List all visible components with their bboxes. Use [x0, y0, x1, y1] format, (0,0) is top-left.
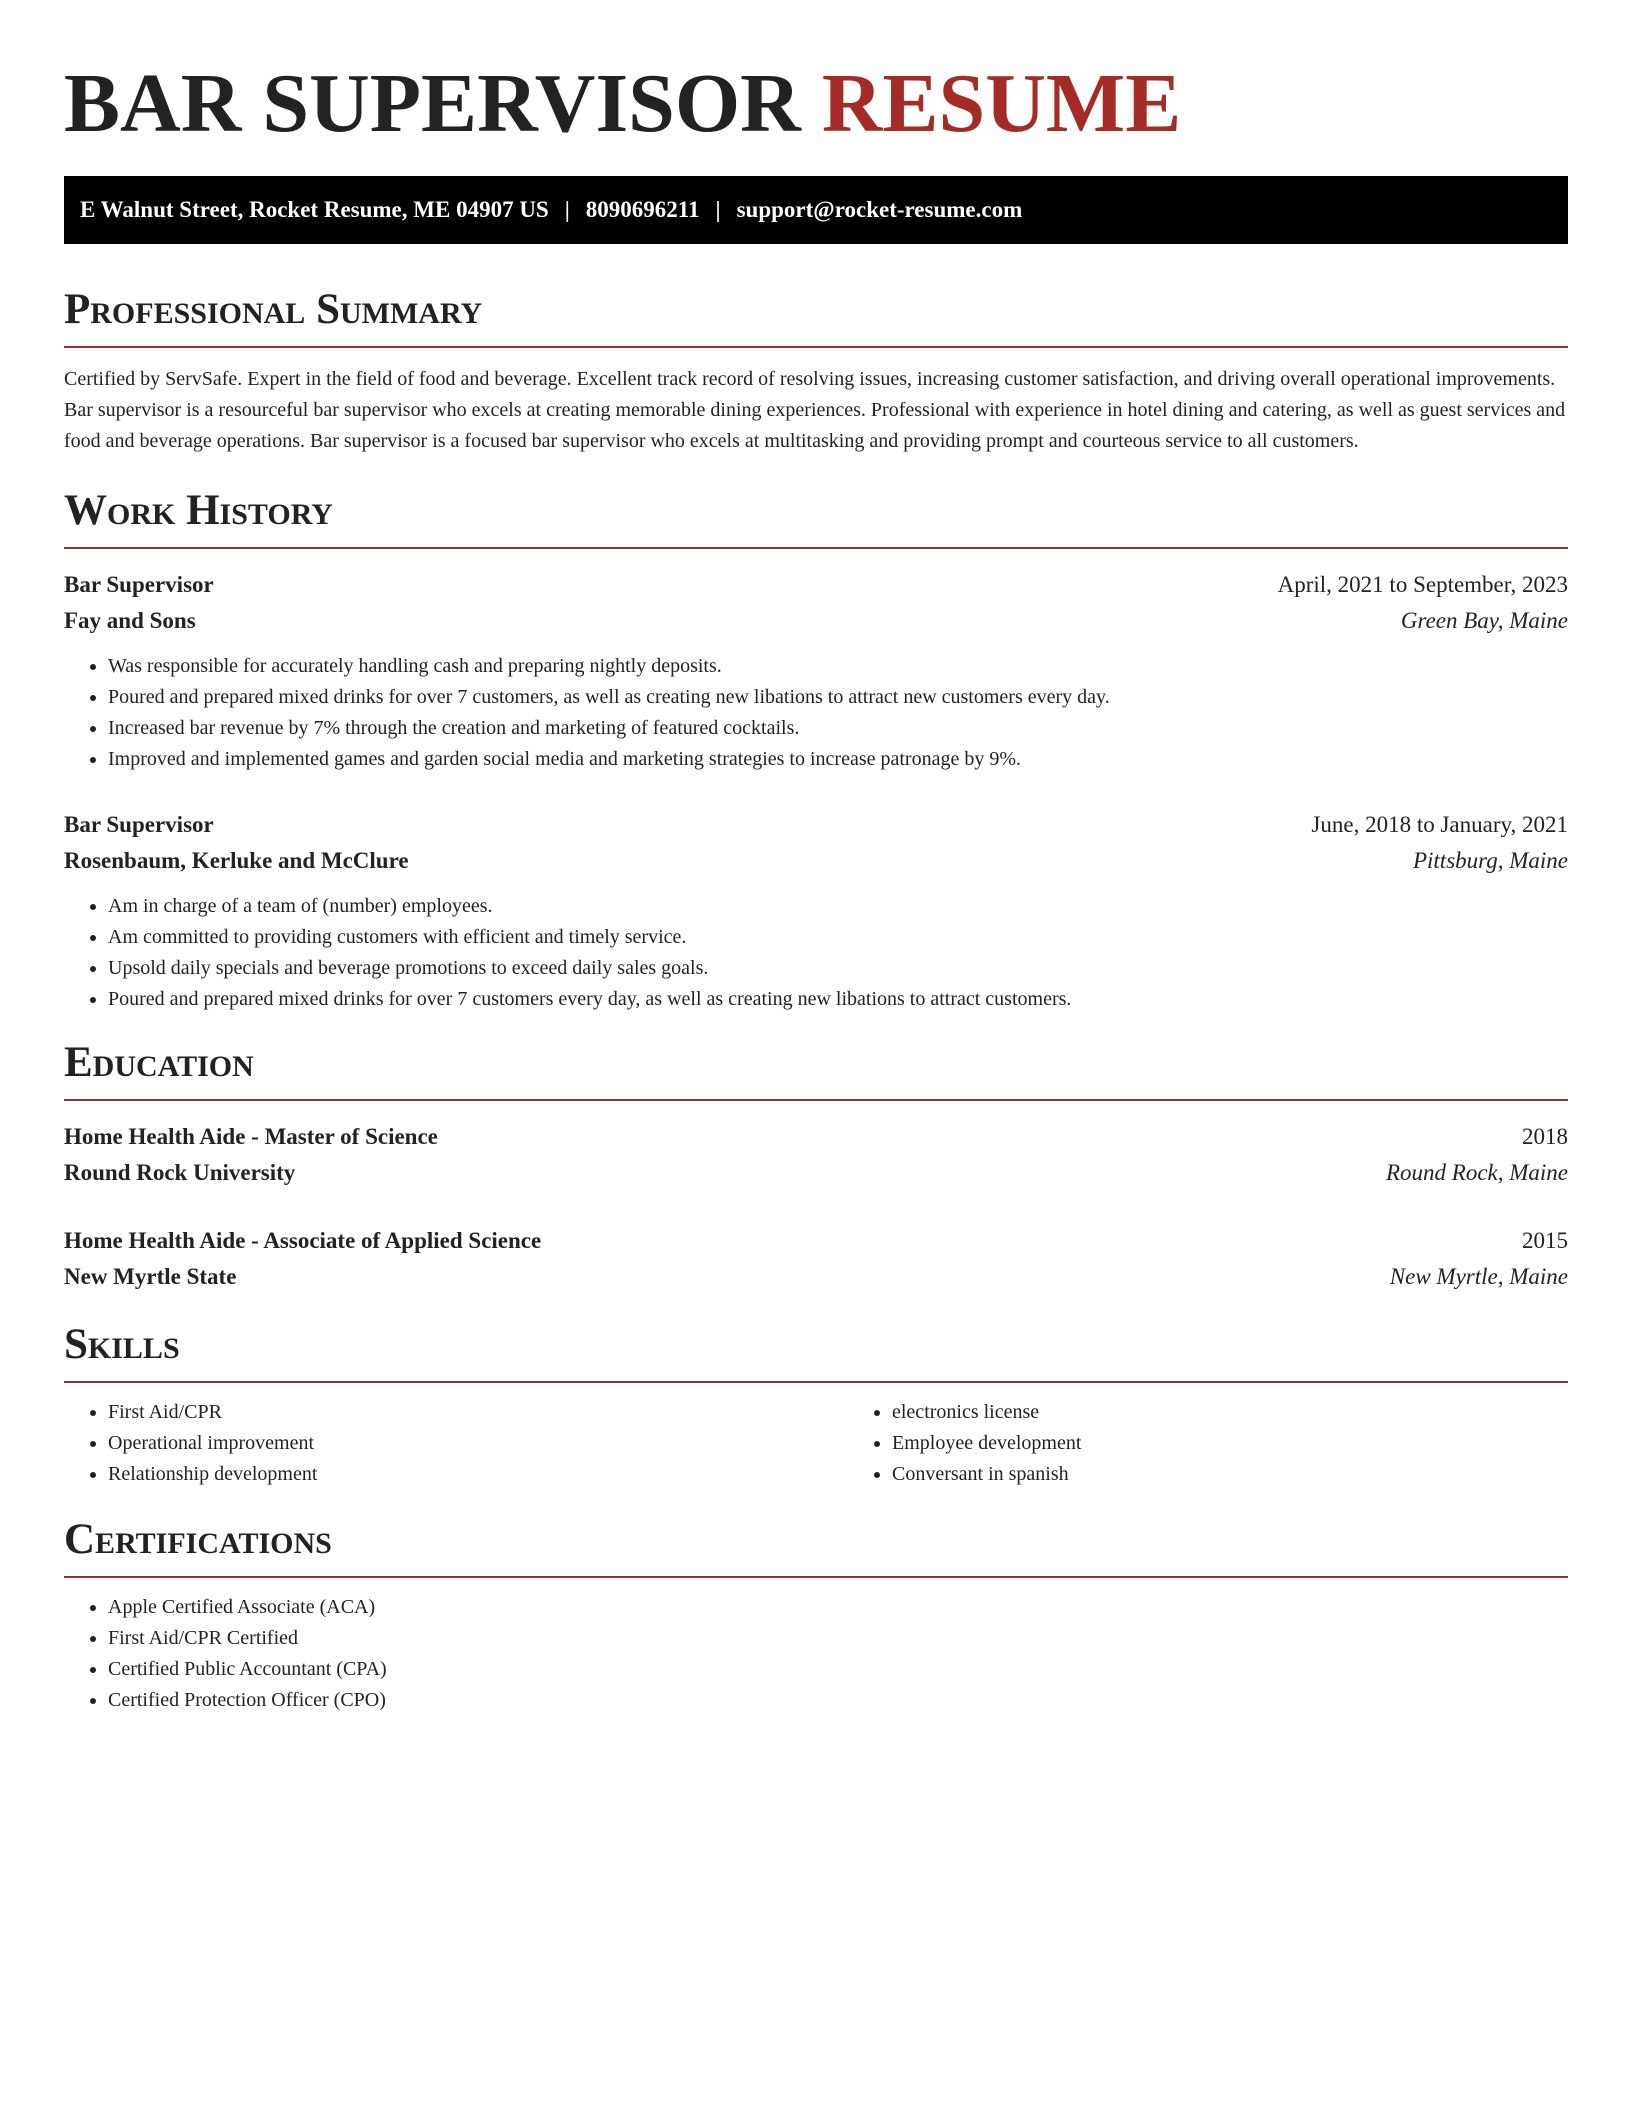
contact-email: support@rocket-resume.com: [736, 197, 1023, 222]
education-entry: [64, 1223, 1568, 1295]
school-row: [64, 1155, 1568, 1191]
degree-name: Home Health Aide - Associate of Applied Science: [64, 1228, 542, 1253]
title-main: BAR SUPERVISOR: [64, 57, 801, 150]
job-title: Bar Supervisor: [64, 812, 214, 837]
list-item: • Am in charge of a team of (number) employees.: [108, 891, 1568, 922]
summary-text: Certified by ServSafe. Expert in the field of food and beverage. Excellent track record of resolving issues, increasing customer satisfaction, and driving overall operational improvements. Bar supervisor is a resourceful bar supervisor who excels at creating memorable dining experiences. Professional with experience in hotel dining and catering, as well as guest services and food and beverage operations. Bar supervisor is a focused bar supervisor who excels at multitasking and providing prompt and courteous service to all customers.: [64, 368, 1566, 452]
list-item: • Operational improvement: [108, 1428, 848, 1459]
job-dates: April, 2021 to September, 2023: [1277, 572, 1568, 597]
degree-year: 2018: [1522, 1124, 1568, 1149]
job-entry: [64, 807, 1568, 1015]
job-dates: June, 2018 to January, 2021: [1311, 812, 1568, 837]
degree-row: [64, 1119, 1568, 1155]
skills-grid: [64, 1397, 1568, 1490]
title-accent: RESUME: [821, 57, 1182, 150]
list-item: • Certified Public Accountant (CPA): [108, 1654, 1568, 1685]
skills-column-1: [64, 1397, 848, 1490]
education-entry: [64, 1119, 1568, 1191]
list-item: • Am committed to providing customers with efficient and timely service.: [108, 922, 1568, 953]
list-item: • Employee development: [892, 1428, 1568, 1459]
skills-heading: Skills: [64, 1319, 1568, 1383]
list-item: • Increased bar revenue by 7% through the creation and marketing of featured cocktails.: [108, 713, 1568, 744]
summary-heading: Professional Summary: [64, 284, 1568, 348]
job-duties-list: [64, 891, 1568, 1015]
certifications-list: [64, 1592, 1568, 1716]
contact-separator: |: [715, 197, 721, 222]
skills-column-2: [848, 1397, 1568, 1490]
job-title: Bar Supervisor: [64, 572, 214, 597]
degree-name: Home Health Aide - Master of Science: [64, 1124, 438, 1149]
list-item: • Relationship development: [108, 1459, 848, 1490]
school-name: Round Rock University: [64, 1160, 296, 1185]
job-company: Rosenbaum, Kerluke and McClure: [64, 848, 409, 873]
contact-bar: [64, 176, 1568, 244]
job-location: Green Bay, Maine: [1400, 608, 1568, 633]
school-row: [64, 1259, 1568, 1295]
school-name: New Myrtle State: [64, 1264, 237, 1289]
list-item: • Certified Protection Officer (CPO): [108, 1685, 1568, 1716]
list-item: • First Aid/CPR Certified: [108, 1623, 1568, 1654]
work-history-heading: Work History: [64, 485, 1568, 549]
list-item: • Upsold daily specials and beverage promotions to exceed daily sales goals.: [108, 953, 1568, 984]
degree-row: [64, 1223, 1568, 1259]
list-item: • Poured and prepared mixed drinks for over 7 customers, as well as creating new libations to attract new customers every day.: [108, 682, 1568, 713]
degree-year: 2015: [1522, 1228, 1568, 1253]
list-item: • Poured and prepared mixed drinks for over 7 customers every day, as well as creating new libations to attract customers.: [108, 984, 1568, 1015]
job-title-row: [64, 567, 1568, 603]
resume-title: [64, 56, 1568, 152]
contact-separator: |: [564, 197, 570, 222]
job-duties-list: [64, 651, 1568, 775]
school-location: Round Rock, Maine: [1385, 1160, 1568, 1185]
list-item: • Conversant in spanish: [892, 1459, 1568, 1490]
list-item: • First Aid/CPR: [108, 1397, 848, 1428]
contact-phone: 8090696211: [585, 197, 700, 222]
list-item: • Improved and implemented games and garden social media and marketing strategies to increase patronage by 9%.: [108, 744, 1568, 775]
contact-address: E Walnut Street, Rocket Resume, ME 04907 US: [80, 197, 549, 222]
list-item: • Apple Certified Associate (ACA): [108, 1592, 1568, 1623]
job-company-row: [64, 843, 1568, 879]
job-company-row: [64, 603, 1568, 639]
job-entry: [64, 567, 1568, 775]
school-location: New Myrtle, Maine: [1389, 1264, 1568, 1289]
education-heading: Education: [64, 1037, 1568, 1101]
list-item: • Was responsible for accurately handling cash and preparing nightly deposits.: [108, 651, 1568, 682]
certifications-heading: Certifications: [64, 1514, 1568, 1578]
job-title-row: [64, 807, 1568, 843]
job-location: Pittsburg, Maine: [1412, 848, 1568, 873]
list-item: • electronics license: [892, 1397, 1568, 1428]
job-company: Fay and Sons: [64, 608, 196, 633]
